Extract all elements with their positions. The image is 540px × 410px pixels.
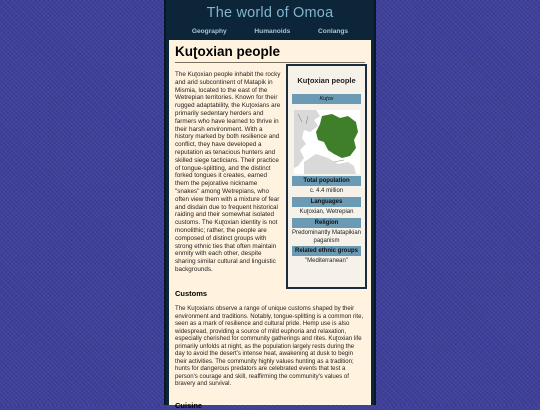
infobox-related-label: Related ethnic groups (292, 246, 361, 256)
location-map[interactable] (294, 110, 360, 174)
page-title: Kuʈoxian people (175, 44, 281, 59)
nav-link-conlangs[interactable]: Conlangs (318, 28, 349, 35)
site-container (164, 0, 376, 410)
title-divider (175, 62, 365, 63)
infobox-title: Kuʈoxian people (297, 76, 356, 85)
nav-link-humanoids[interactable]: Humanoids (254, 28, 291, 35)
infobox-native-name: Kuʈox (292, 94, 361, 104)
nav-link-geography[interactable]: Geography (191, 28, 227, 35)
site-header (166, 0, 374, 40)
infobox-population-value: c. 4.4 million (309, 188, 344, 194)
infobox-population-label: Total population (292, 176, 361, 186)
main-nav (166, 21, 374, 35)
infobox-religion-label: Religion (292, 218, 361, 228)
infobox (286, 64, 367, 289)
infobox-related-value: "Mediterranean" (305, 258, 348, 264)
infobox-religion-value: Predominantly Matapikian paganism (291, 230, 362, 244)
site-title[interactable]: The world of Omoa (206, 5, 334, 21)
infobox-languages-label: Languages (292, 197, 361, 207)
customs-paragraph: The Kuʈoxians observe a range of unique customs shaped by their environment and traditions. Notably, tongue-splitting is a common rite, seen as a mark of resilience and cultural pride. Hemp use is also widespread, providing a source of mild euphoria and relaxation, especially cherished for community gatherings and rites. Kuʈoxian life primarily unfolds at night, as the population largely rests during the day to avoid the desert's intense heat, awakening at dusk to begin their activities. The community highly values hunting as a tradition; hunts for dangerous predators are celebrated events that test a person's courage and skill, reaffirming the community's values of bravery and survival. (175, 305, 364, 387)
cuisine-heading: Cuisine (175, 401, 203, 410)
customs-heading: Customs (175, 289, 208, 298)
infobox-languages-value: Kuʈoxian, Wetrepian (299, 209, 354, 215)
intro-paragraph: The Kuʈoxian people inhabit the rocky and arid subcontinent of Matapik in Mismia, located to the east of the Wetrepian territories. Known for their rugged adaptability, the Kuʈoxians are primarily sedentary herders and farmers who have learned to thrive in their harsh environment. With a history marked by both resilience and conflict, they have developed a reputation as tenacious hunters and skilled siege tacticians. Their practice of tongue-splitting, and the distinct forked tongues it creates, earned them the pejorative nickname "snakes" among Wetrepians, who often view them with a mixture of fear and disdain due to frequent historical raiding and their somewhat isolated customs. The Kuʈoxian identity is not monolithic; rather, the people are composed of distinct groups with strong ethnic ties that often maintain enmity with each other, despite sharing similar cultural and linguistic backgrounds. (175, 71, 281, 273)
article-content (169, 40, 371, 410)
